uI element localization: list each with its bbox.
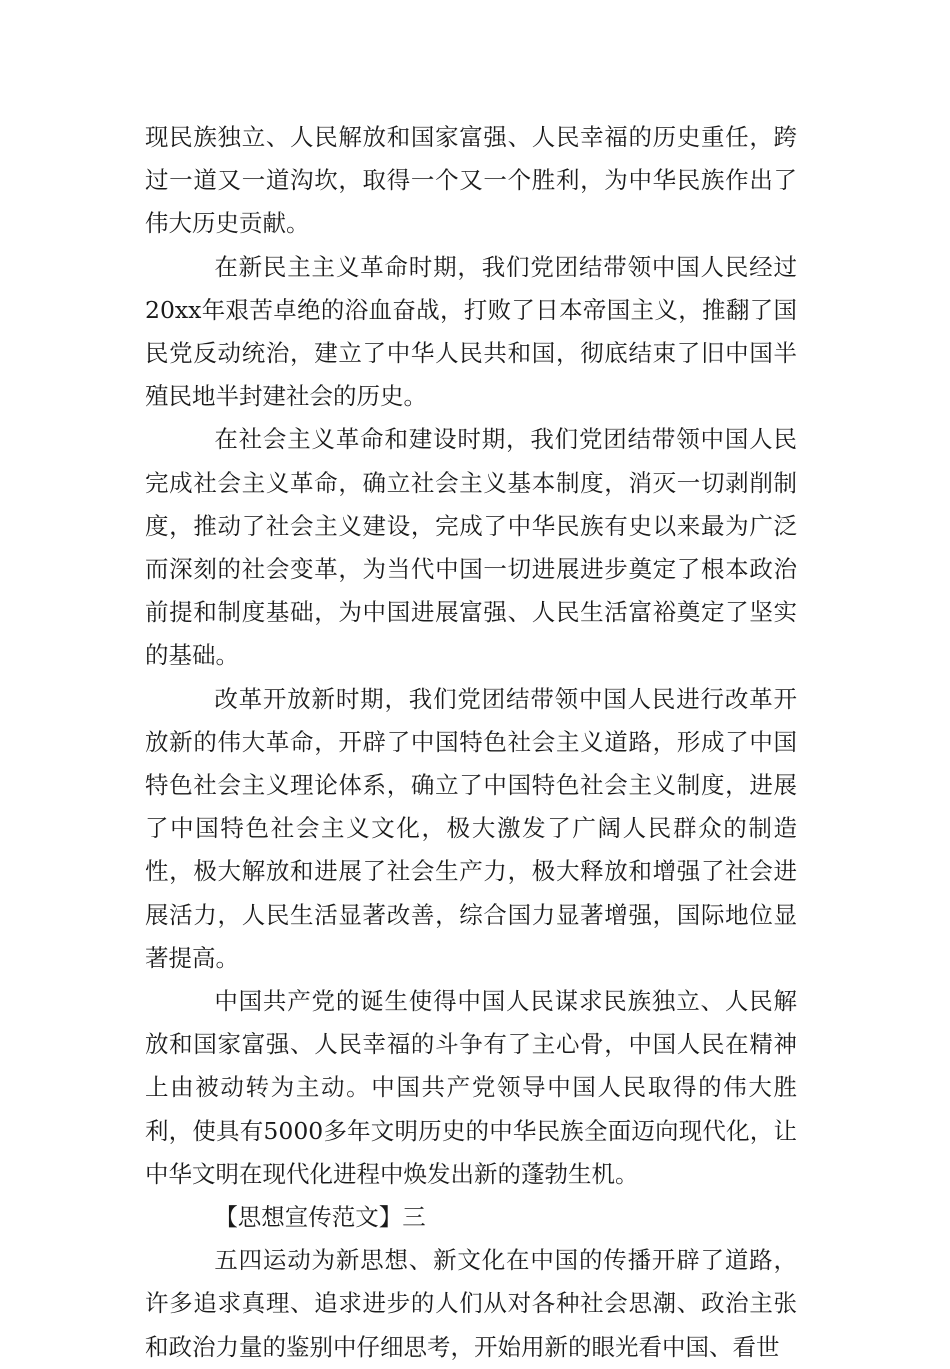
paragraph-socialist-construction: 在社会主义革命和建设时期，我们党团结带领中国人民完成社会主义革命，确立社会主义基本制度，消灭一切剥削制度，推动了社会主义建设，完成了中华民族有史以来最为广泛而深刻的社会变革，为当代中国一切进展进步奠定了根本政治前提和制度基础，为中国进展富强、人民生活富裕奠定了坚实的基础。	[145, 425, 797, 670]
section-heading: 【思想宣传范文】三	[214, 1203, 426, 1232]
paragraph-new-democratic-revolution: 在新民主主义革命时期，我们党团结带领中国人民经过20xx年艰苦卓绝的浴血奋战，打败了日本帝国主义，推翻了国民党反动统治，建立了中华人民共和国，彻底结束了旧中国半殖民地半封建社会的历史。	[145, 252, 797, 411]
paragraph-party-founding: 中国共产党的诞生使得中国人民谋求民族独立、人民解放和国家富强、人民幸福的斗争有了主心骨，中国人民在精神上由被动转为主动。中国共产党领导中国人民取得的伟大胜利，使具有5000多年文明历史的中华民族全面迈向现代化，让中华文明在现代化进程中焕发出新的蓬勃生机。	[145, 987, 797, 1188]
paragraph-reform-opening: 改革开放新时期，我们党团结带领中国人民进行改革开放新的伟大革命，开辟了中国特色社会主义道路，形成了中国特色社会主义理论体系，确立了中国特色社会主义制度，进展了中国特色社会主义文化，极大激发了广阔人民群众的制造性，极大解放和进展了社会生产力，极大释放和增强了社会进展活力，人民生活显著改善，综合国力显著增强，国际地位显著提高。	[145, 684, 797, 972]
document-body	[145, 116, 797, 1369]
paragraph-continuation: 现民族独立、人民解放和国家富强、人民幸福的历史重任，跨过一道又一道沟坎，取得一个又一个胜利，为中华民族作出了伟大历史贡献。	[145, 123, 797, 238]
paragraph-may-fourth: 五四运动为新思想、新文化在中国的传播开辟了道路，许多追求真理、追求进步的人们从对各种社会思潮、政治主张和政治力量的鉴别中仔细思考，开始用新的眼光看中国、看世	[145, 1246, 797, 1361]
